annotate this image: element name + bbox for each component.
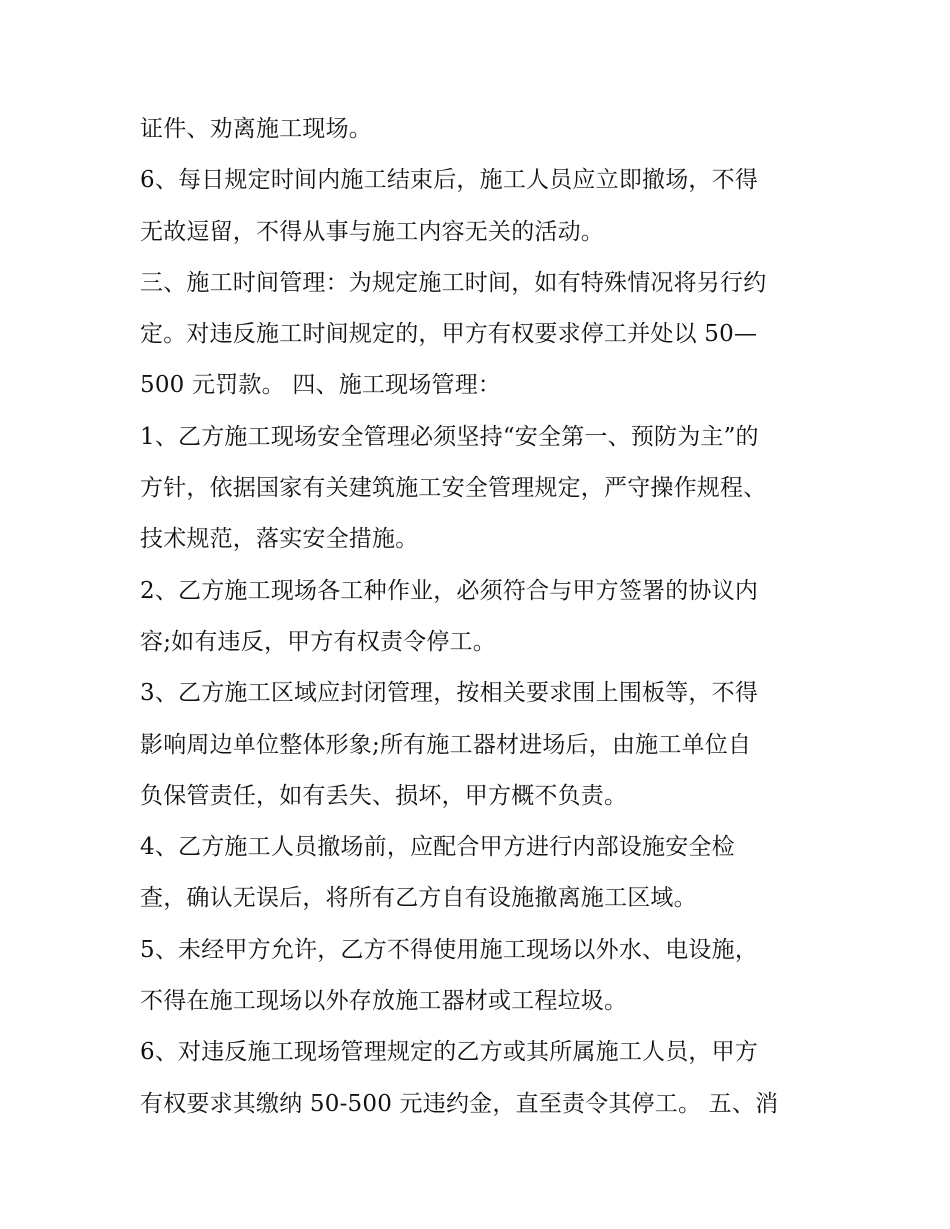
text-line: 定。对违反施工时间规定的，甲方有权要求停工并处以 50—	[140, 321, 758, 348]
text-line: 5、未经甲方允许，乙方不得使用施工现场以外水、电设施，	[140, 936, 759, 963]
text-line: 影响周边单位整体形象;所有施工器材进场后，由施工单位自	[140, 731, 752, 758]
text-line: 2、乙方施工现场各工种作业，必须符合与甲方签署的协议内	[140, 577, 759, 604]
text-line: 证件、劝离施工现场。	[140, 116, 372, 142]
text-line: 3、乙方施工区域应封闭管理，按相关要求围上围板等，不得	[140, 680, 759, 707]
text-line: 500 元罚款。 四、施工现场管理：	[140, 372, 502, 399]
text-line: 负保管责任，如有丢失、损坏，甲方概不负责。	[140, 782, 628, 809]
text-line: 有权要求其缴纳 50-500 元违约金，直至责令其停工。 五、消	[140, 1090, 779, 1117]
text-line: 技术规范，落实安全措施。	[140, 526, 419, 553]
text-line: 三、施工时间管理：为规定施工时间，如有特殊情况将另行约	[140, 269, 767, 296]
document-body	[140, 104, 830, 1130]
text-line: 查，确认无误后，将所有乙方自有设施撤离施工区域。	[140, 885, 697, 912]
text-line: 无故逗留，不得从事与施工内容无关的活动。	[140, 218, 604, 245]
text-line: 4、乙方施工人员撤场前，应配合甲方进行内部设施安全检	[140, 834, 735, 861]
text-line: 6、对违反施工现场管理规定的乙方或其所属施工人员，甲方	[140, 1039, 759, 1066]
text-line: 1、乙方施工现场安全管理必须坚持“安全第一、预防为主”的	[140, 423, 759, 450]
text-line: 方针，依据国家有关建筑施工安全管理规定，严守操作规程、	[140, 475, 767, 502]
text-line: 容;如有违反，甲方有权责令停工。	[140, 628, 496, 655]
text-line: 6、每日规定时间内施工结束后，施工人员应立即撤场，不得	[140, 167, 759, 194]
text-line: 不得在施工现场以外存放施工器材或工程垃圾。	[140, 988, 628, 1015]
